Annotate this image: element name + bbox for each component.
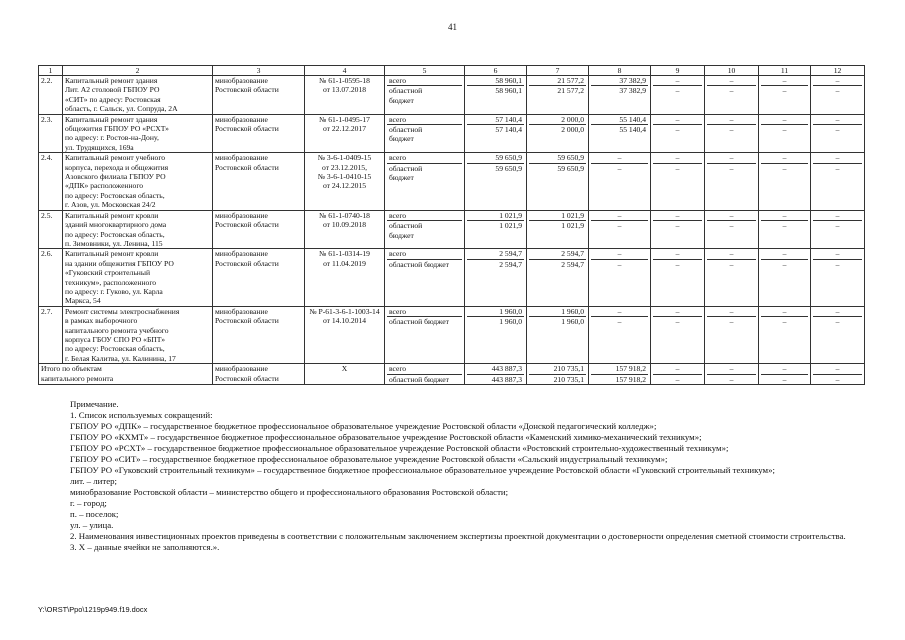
value-col-7-line: 1 960,0: [561, 317, 584, 327]
project-name: Капитальный ремонт здания Лит. А2 столовой ГБПОУ РО «СИТ» по адресу: Ростовская область, г. Сальск, ул. Сопруда, 2А: [63, 76, 213, 115]
funding-source: [385, 153, 465, 210]
funding-source: [385, 114, 465, 153]
table-row: [39, 210, 865, 249]
column-header-10: 10: [705, 66, 759, 76]
dash: –: [761, 307, 808, 317]
dash: –: [729, 221, 734, 231]
dash: –: [675, 259, 680, 269]
dash: –: [761, 115, 808, 125]
expertise-document: № 3-6-1-0409-15 от 23.12.2015, № 3-6-1-0410-15 от 24.12.2015: [305, 153, 385, 210]
value-col-6: [465, 210, 527, 249]
row-number: 2.6.: [39, 249, 63, 306]
note-item-3: 3. Х – данные ячейки не заполняются.».: [70, 542, 220, 552]
empty-value-cell: [651, 364, 705, 385]
funding-source-line: всего: [387, 249, 462, 259]
value-col-7-line: 21 577,2: [557, 86, 584, 96]
dash: –: [707, 307, 756, 317]
total-agency: минобразование Ростовской области: [213, 364, 305, 385]
empty-value-cell: [705, 364, 759, 385]
empty-value-cell: [811, 364, 865, 385]
value-col-8-line: –: [617, 163, 622, 173]
column-header-5: 5: [385, 66, 465, 76]
value-col-8-line: –: [617, 317, 622, 327]
abbreviation-item: ул. – улица.: [70, 520, 114, 530]
value-col-8: [589, 249, 651, 306]
value-col-6-line: 58 960,1: [467, 76, 524, 86]
empty-value-cell: [759, 249, 811, 306]
column-header-11: 11: [759, 66, 811, 76]
total-label: Итого по объектам капитального ремонта: [39, 364, 213, 385]
column-header-2: 2: [63, 66, 213, 76]
dash: –: [675, 163, 680, 173]
dash: –: [653, 76, 702, 86]
row-number: 2.2.: [39, 76, 63, 115]
empty-value-cell: [811, 210, 865, 249]
dash: –: [653, 115, 702, 125]
value-col-8-line: –: [617, 221, 622, 231]
dash: –: [653, 364, 702, 374]
expertise-document: № 61-1-0595-18 от 13.07.2018: [305, 76, 385, 115]
dash: –: [761, 364, 808, 374]
total-col-8-line: 157 918,2: [615, 374, 646, 384]
empty-value-cell: [651, 210, 705, 249]
abbreviation-item: г. – город;: [70, 498, 107, 508]
value-col-8-line: –: [591, 153, 648, 163]
project-name: Капитальный ремонт кровли зданий многоквартирного дома по адресу: Ростовская область, п. Зимовники, ул. Ленина, 115: [63, 210, 213, 249]
empty-value-cell: [811, 76, 865, 115]
empty-value-cell: [651, 306, 705, 363]
dash: –: [782, 221, 787, 231]
value-col-8: [589, 210, 651, 249]
row-number: 2.4.: [39, 153, 63, 210]
total-funding-source: [385, 364, 465, 385]
expertise-document: № Р-61-3-6-1-1003-14 от 14.10.2014: [305, 306, 385, 363]
column-header-7: 7: [527, 66, 589, 76]
value-col-6-line: 1 960,0: [467, 307, 524, 317]
dash: –: [782, 86, 787, 96]
table-row: [39, 306, 865, 363]
column-header-8: 8: [589, 66, 651, 76]
dash: –: [707, 249, 756, 259]
dash: –: [653, 211, 702, 221]
empty-value-cell: [811, 114, 865, 153]
abbreviation-item: лит. – литер;: [70, 476, 117, 486]
funding-source-line: всего: [387, 211, 462, 221]
value-col-6-line: 57 140,4: [495, 125, 522, 135]
value-col-7: [527, 210, 589, 249]
responsible-agency: минобразование Ростовской области: [213, 114, 305, 153]
dash: –: [813, 249, 862, 259]
dash: –: [813, 211, 862, 221]
dash: –: [653, 249, 702, 259]
dash: –: [707, 211, 756, 221]
value-col-8: [589, 114, 651, 153]
value-col-8: [589, 306, 651, 363]
value-col-7-line: 2 594,7: [529, 249, 586, 259]
total-col-6: [465, 364, 527, 385]
responsible-agency: минобразование Ростовской области: [213, 249, 305, 306]
dash: –: [675, 125, 680, 135]
column-header-4: 4: [305, 66, 385, 76]
value-col-8-line: 55 140,4: [619, 125, 646, 135]
empty-value-cell: [759, 153, 811, 210]
dash: –: [835, 86, 840, 96]
file-path-footer: Y:\ORST\Ppo\1219p949.f19.docx: [38, 605, 148, 614]
funding-source-line: всего: [387, 76, 462, 86]
value-col-6: [465, 249, 527, 306]
empty-value-cell: [651, 76, 705, 115]
value-col-7-line: 2 000,0: [561, 125, 584, 135]
funding-source-line: областной бюджет: [389, 259, 449, 269]
value-col-6-line: 59 650,9: [495, 163, 522, 173]
dash: –: [653, 153, 702, 163]
value-col-7: [527, 114, 589, 153]
empty-value-cell: [705, 210, 759, 249]
funding-source: [385, 306, 465, 363]
total-col-7-line: 210 735,1: [529, 364, 586, 374]
dash: –: [761, 153, 808, 163]
value-col-6: [465, 153, 527, 210]
dash: –: [835, 163, 840, 173]
table-row: [39, 153, 865, 210]
value-col-7-line: 2 594,7: [561, 259, 584, 269]
funding-source: [385, 76, 465, 115]
dash: –: [707, 153, 756, 163]
table-row: [39, 76, 865, 115]
column-header-1: 1: [39, 66, 63, 76]
value-col-8-line: –: [591, 249, 648, 259]
total-col-8-line: 157 918,2: [591, 364, 648, 374]
note-item-2: 2. Наименования инвестиционных проектов приведены в соответствии с положительным заключением экспертизы проектной документации о достоверности определения сметной стоимости строительства.: [70, 531, 846, 541]
funding-source-line: областной бюджет: [389, 163, 423, 183]
row-number: 2.7.: [39, 306, 63, 363]
funding-source-line: всего: [387, 307, 462, 317]
expertise-document: № 61-1-0314-19 от 11.04.2019: [305, 249, 385, 306]
value-col-8-line: –: [591, 307, 648, 317]
value-col-6: [465, 306, 527, 363]
dash: –: [729, 86, 734, 96]
note-item-1: 1. Список используемых сокращений:: [70, 410, 213, 420]
dash: –: [675, 374, 680, 384]
abbreviation-item: ГБПОУ РО «КХМТ» – государственное бюджетное профессиональное образовательное учреждение Ростовской области «Каменский химико-механический техникум»;: [70, 432, 702, 442]
abbreviation-list: [38, 421, 864, 531]
abbreviation-item: ГБПОУ РО «Гуковский строительный техникум» – государственное бюджетное профессиональное образовательное учреждение Ростовской области «Гуковский строительный техникум»;: [70, 465, 775, 475]
table-row: [39, 114, 865, 153]
funding-source-line: областной бюджет: [389, 86, 423, 105]
value-col-6-line: 58 960,1: [495, 86, 522, 96]
total-funding-source-line: всего: [387, 364, 462, 374]
value-col-7-line: 59 650,9: [529, 153, 586, 163]
value-col-7-line: 1 960,0: [529, 307, 586, 317]
abbreviation-item: минобразование Ростовской области – министерство общего и профессионального образования Ростовской области;: [70, 487, 509, 497]
dash: –: [835, 125, 840, 135]
value-col-7: [527, 249, 589, 306]
funding-source-line: областной бюджет: [389, 125, 423, 144]
project-name: Капитальный ремонт кровли на здании общежития ГБПОУ РО «Гуковский строительный техникум», расположенного по адресу: г. Гуково, ул. Карла Маркса, 54: [63, 249, 213, 306]
empty-value-cell: [759, 364, 811, 385]
value-col-6: [465, 114, 527, 153]
dash: –: [835, 317, 840, 327]
empty-value-cell: [811, 249, 865, 306]
value-col-7-line: 1 021,9: [561, 221, 584, 231]
value-col-7: [527, 306, 589, 363]
dash: –: [729, 163, 734, 173]
project-name: Капитальный ремонт учебного корпуса, перехода и общежития Азовского филиала ГБПОУ РО «ДПК» расположенного по адресу: Ростовская область, г. Азов, ул. Московская 24/2: [63, 153, 213, 210]
total-col-7: [527, 364, 589, 385]
responsible-agency: минобразование Ростовской области: [213, 210, 305, 249]
value-col-6-line: 57 140,4: [467, 115, 524, 125]
empty-value-cell: [705, 114, 759, 153]
notes-heading: Примечание.: [70, 399, 119, 409]
dash: –: [675, 317, 680, 327]
empty-value-cell: [705, 249, 759, 306]
empty-value-cell: [759, 306, 811, 363]
notes-section: [38, 399, 864, 553]
total-document: Х: [305, 364, 385, 385]
funding-source-line: всего: [387, 115, 462, 125]
value-col-6: [465, 76, 527, 115]
dash: –: [782, 259, 787, 269]
dash: –: [813, 76, 862, 86]
total-col-7-line: 210 735,1: [553, 374, 584, 384]
value-col-6-line: 1 021,9: [467, 211, 524, 221]
total-col-8: [589, 364, 651, 385]
dash: –: [813, 115, 862, 125]
row-number: 2.5.: [39, 210, 63, 249]
value-col-8-line: 37 382,9: [591, 76, 648, 86]
dash: –: [729, 374, 734, 384]
expertise-document: № 61-1-0740-18 от 10.09.2018: [305, 210, 385, 249]
dash: –: [675, 221, 680, 231]
dash: –: [813, 364, 862, 374]
table-row: [39, 249, 865, 306]
value-col-8-line: –: [591, 211, 648, 221]
project-name: Капитальный ремонт здания общежития ГБПОУ РО «РСХТ» по адресу: г. Ростов-на-Дону, ул. Трудящихся, 169а: [63, 114, 213, 153]
total-funding-source-line: областной бюджет: [389, 374, 449, 384]
dash: –: [707, 76, 756, 86]
value-col-8: [589, 153, 651, 210]
dash: –: [782, 374, 787, 384]
value-col-7: [527, 76, 589, 115]
empty-value-cell: [759, 76, 811, 115]
dash: –: [729, 317, 734, 327]
value-col-6-line: 1 021,9: [499, 221, 522, 231]
dash: –: [835, 259, 840, 269]
total-col-6-line: 443 887,3: [491, 374, 522, 384]
column-header-12: 12: [811, 66, 865, 76]
value-col-6-line: 2 594,7: [499, 259, 522, 269]
value-col-6-line: 2 594,7: [467, 249, 524, 259]
empty-value-cell: [759, 114, 811, 153]
dash: –: [835, 221, 840, 231]
empty-value-cell: [811, 306, 865, 363]
dash: –: [761, 211, 808, 221]
abbreviation-item: п. – поселок;: [70, 509, 119, 519]
value-col-8-line: –: [617, 259, 622, 269]
dash: –: [761, 249, 808, 259]
value-col-7-line: 1 021,9: [529, 211, 586, 221]
funding-source-line: областной бюджет: [389, 317, 449, 327]
empty-value-cell: [651, 114, 705, 153]
abbreviation-item: ГБПОУ РО «ДПК» – государственное бюджетное профессиональное образовательное учреждение Ростовской области «Донской педагогический колледж»;: [70, 421, 657, 431]
value-col-6-line: 59 650,9: [467, 153, 524, 163]
value-col-7-line: 59 650,9: [557, 163, 584, 173]
value-col-8-line: 55 140,4: [591, 115, 648, 125]
total-col-6-line: 443 887,3: [467, 364, 524, 374]
investment-table: [38, 65, 865, 385]
funding-source: [385, 210, 465, 249]
empty-value-cell: [705, 153, 759, 210]
page-number: 41: [448, 22, 457, 32]
dash: –: [675, 86, 680, 96]
dash: –: [835, 374, 840, 384]
responsible-agency: минобразование Ростовской области: [213, 306, 305, 363]
value-col-8-line: 37 382,9: [619, 86, 646, 96]
empty-value-cell: [811, 153, 865, 210]
dash: –: [782, 317, 787, 327]
empty-value-cell: [651, 249, 705, 306]
dash: –: [707, 115, 756, 125]
column-header-6: 6: [465, 66, 527, 76]
header-row: [39, 66, 865, 76]
expertise-document: № 61-1-0495-17 от 22.12.2017: [305, 114, 385, 153]
value-col-7: [527, 153, 589, 210]
empty-value-cell: [651, 153, 705, 210]
funding-source: [385, 249, 465, 306]
dash: –: [782, 125, 787, 135]
abbreviation-item: ГБПОУ РО «СИТ» – государственное бюджетное профессиональное образовательное учреждение Ростовской области «Сальский индустриальный техникум»;: [70, 454, 668, 464]
empty-value-cell: [705, 306, 759, 363]
empty-value-cell: [759, 210, 811, 249]
funding-source-line: областной бюджет: [389, 221, 423, 240]
dash: –: [813, 153, 862, 163]
column-header-9: 9: [651, 66, 705, 76]
value-col-7-line: 2 000,0: [529, 115, 586, 125]
abbreviation-item: ГБПОУ РО «РСХТ» – государственное бюджетное профессиональное образовательное учреждение Ростовской области «Ростовский строительно-художественный техникум»;: [70, 443, 729, 453]
value-col-7-line: 21 577,2: [529, 76, 586, 86]
value-col-6-line: 1 960,0: [499, 317, 522, 327]
dash: –: [707, 364, 756, 374]
row-number: 2.3.: [39, 114, 63, 153]
dash: –: [729, 125, 734, 135]
dash: –: [761, 76, 808, 86]
dash: –: [813, 307, 862, 317]
empty-value-cell: [705, 76, 759, 115]
project-name: Ремонт системы электроснабжения в рамках выборочного капитального ремонта учебного корпуса ГБОУ СПО РО «БПТ» по адресу: Ростовская область, г. Белая Калитва, ул. Калинина, 17: [63, 306, 213, 363]
value-col-8: [589, 76, 651, 115]
responsible-agency: минобразование Ростовской области: [213, 76, 305, 115]
column-header-3: 3: [213, 66, 305, 76]
dash: –: [653, 307, 702, 317]
funding-source-line: всего: [387, 153, 462, 163]
responsible-agency: минобразование Ростовской области: [213, 153, 305, 210]
dash: –: [782, 163, 787, 173]
dash: –: [729, 259, 734, 269]
total-row: [39, 364, 865, 385]
table-body: [39, 66, 865, 385]
